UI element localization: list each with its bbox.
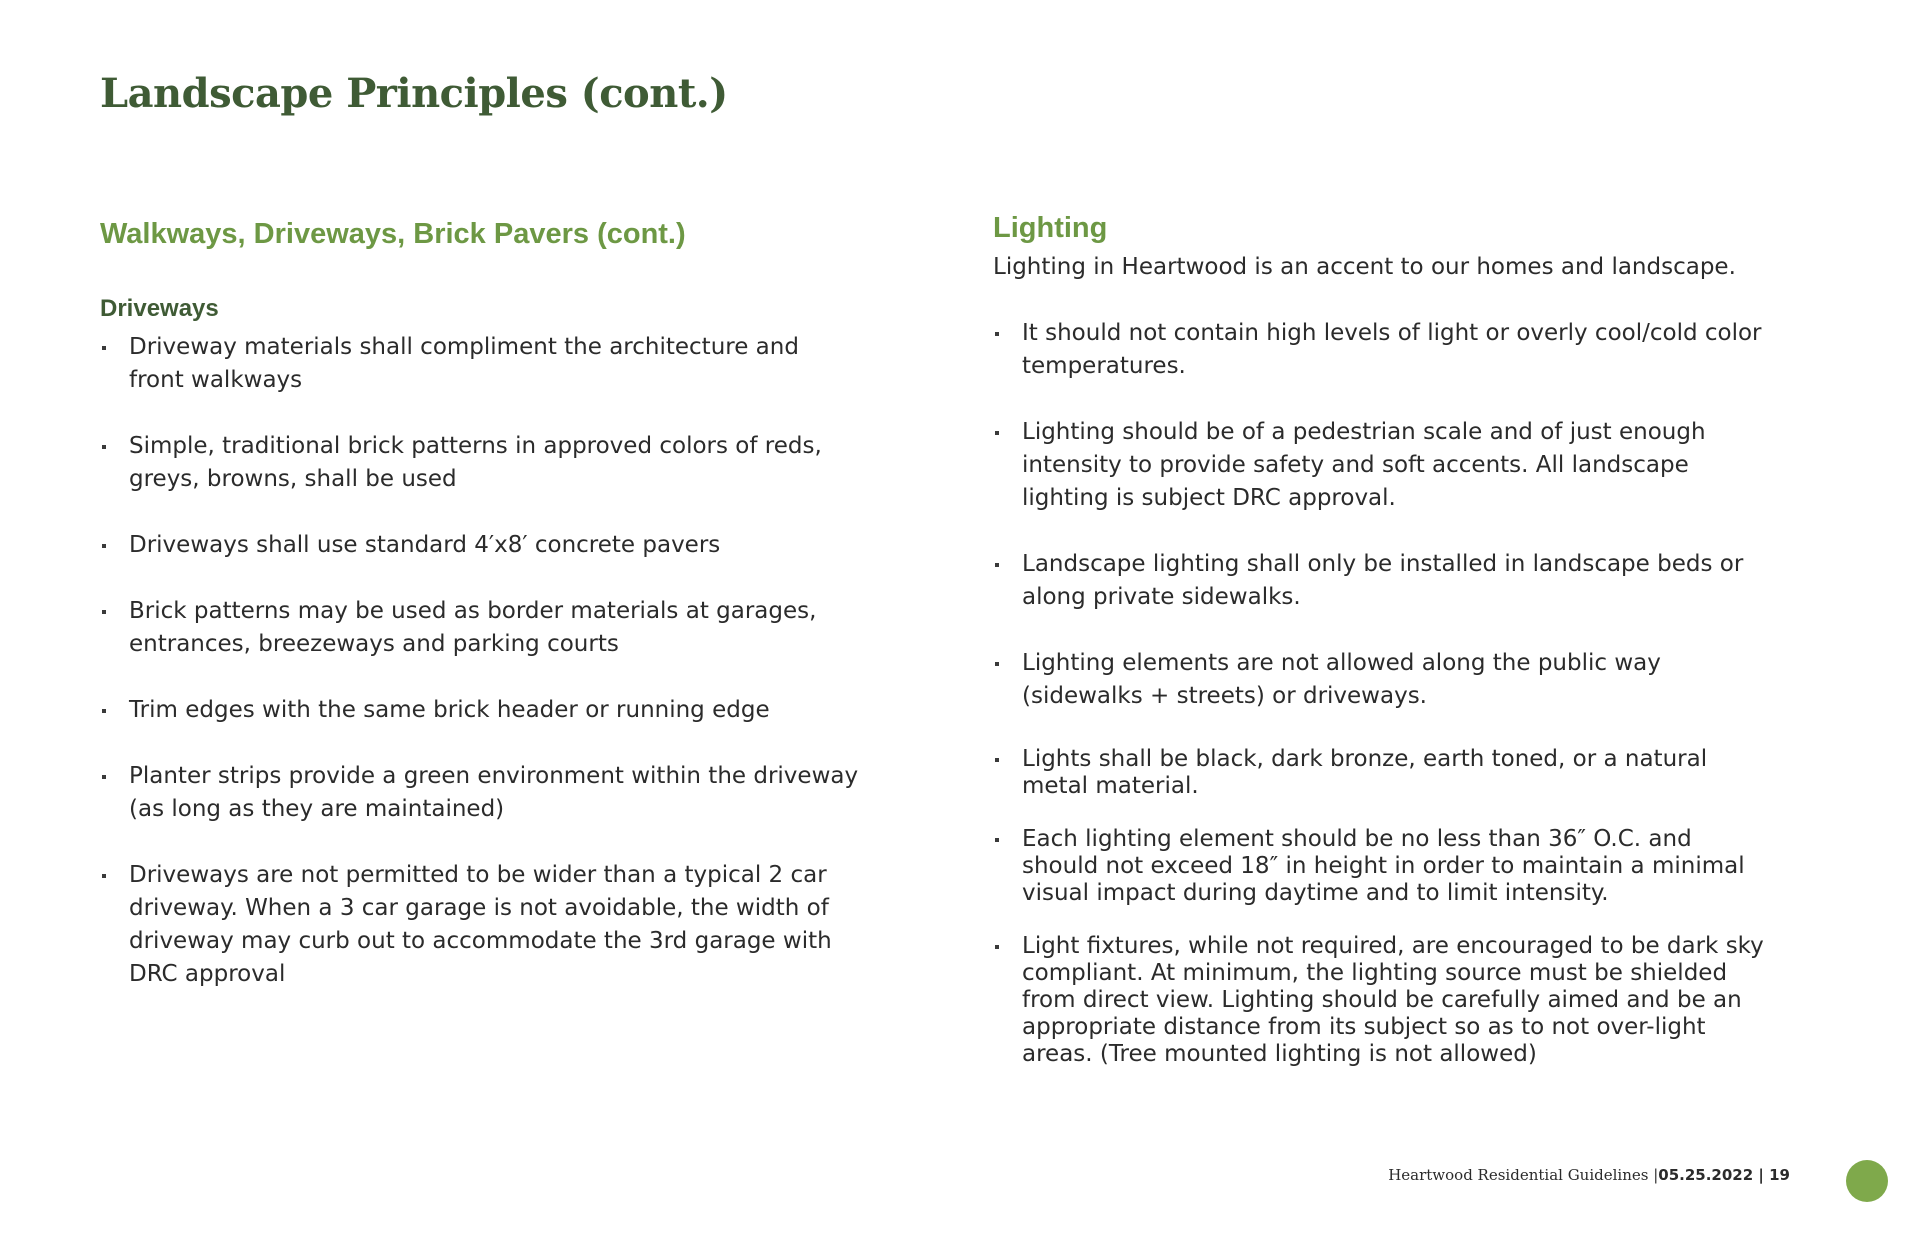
bullet-icon (102, 445, 106, 449)
right-column (993, 212, 1773, 1094)
bullet-icon (102, 346, 106, 350)
list-item: Lighting elements are not allowed along the public way (sidewalks + streets) or driveways. (993, 647, 1773, 713)
page-title: Landscape Principles (cont.) (100, 70, 728, 117)
bullet-icon (995, 332, 999, 336)
driveways-bullet-list (100, 331, 860, 991)
footer-separator: | (1648, 1166, 1659, 1184)
bullet-icon (102, 544, 106, 548)
lighting-bullet-list (993, 317, 1773, 1068)
list-item: Each lighting element should be no less than 36″ O.C. and should not exceed 18″ in height in order to maintain a minimal visual impact during daytime and to limit intensity. (993, 826, 1773, 907)
subheading-driveways: Driveways (100, 295, 219, 322)
bullet-icon (995, 431, 999, 435)
lighting-intro: Lighting in Heartwood is an accent to our homes and landscape. (993, 254, 1736, 280)
section-heading-walkways: Walkways, Driveways, Brick Pavers (cont.) (100, 218, 686, 250)
page-number: 19 (1769, 1166, 1790, 1184)
section-heading-lighting: Lighting (993, 212, 1108, 244)
list-item: Lights shall be black, dark bronze, earth toned, or a natural metal material. (993, 746, 1773, 800)
bullet-icon (995, 945, 999, 949)
list-item: Landscape lighting shall only be installed in landscape beds or along private sidewalks. (993, 548, 1773, 614)
list-item: Light fixtures, while not required, are encouraged to be dark sky compliant. At minimum, the lighting source must be shielded from direct view. Lighting should be carefully aimed and be an appropriate distance from its subject so as to not over-light areas. (Tree mounted lighting is not allowed) (993, 933, 1773, 1068)
footer-date: 05.25.2022 (1658, 1166, 1754, 1184)
bullet-icon (995, 563, 999, 567)
bullet-icon (995, 838, 999, 842)
bullet-icon (995, 662, 999, 666)
bullet-icon (102, 709, 106, 713)
footer-doc-title: Heartwood Residential Guidelines (1388, 1166, 1649, 1184)
list-item: Driveways shall use standard 4′x8′ concrete pavers (100, 529, 860, 562)
list-item: Lighting should be of a pedestrian scale and of just enough intensity to provide safety and soft accents. All landscape lighting is subject DRC approval. (993, 416, 1773, 515)
page-footer (1388, 1166, 1790, 1184)
list-item: It should not contain high levels of light or overly cool/cold color temperatures. (993, 317, 1773, 383)
page-marker-circle-icon (1846, 1160, 1888, 1202)
bullet-icon (995, 758, 999, 762)
list-item: Brick patterns may be used as border materials at garages, entrances, breezeways and parking courts (100, 595, 860, 661)
bullet-icon (102, 775, 106, 779)
bullet-icon (102, 610, 106, 614)
bullet-icon (102, 874, 106, 878)
left-column (100, 212, 860, 1024)
list-item: Driveway materials shall compliment the architecture and front walkways (100, 331, 860, 397)
footer-separator: | (1753, 1166, 1770, 1184)
list-item: Driveways are not permitted to be wider than a typical 2 car driveway. When a 3 car garage is not avoidable, the width of driveway may curb out to accommodate the 3rd garage with DRC approval (100, 859, 860, 991)
list-item: Planter strips provide a green environment within the driveway (as long as they are maintained) (100, 760, 860, 826)
list-item: Simple, traditional brick patterns in approved colors of reds, greys, browns, shall be used (100, 430, 860, 496)
list-item: Trim edges with the same brick header or running edge (100, 694, 860, 727)
